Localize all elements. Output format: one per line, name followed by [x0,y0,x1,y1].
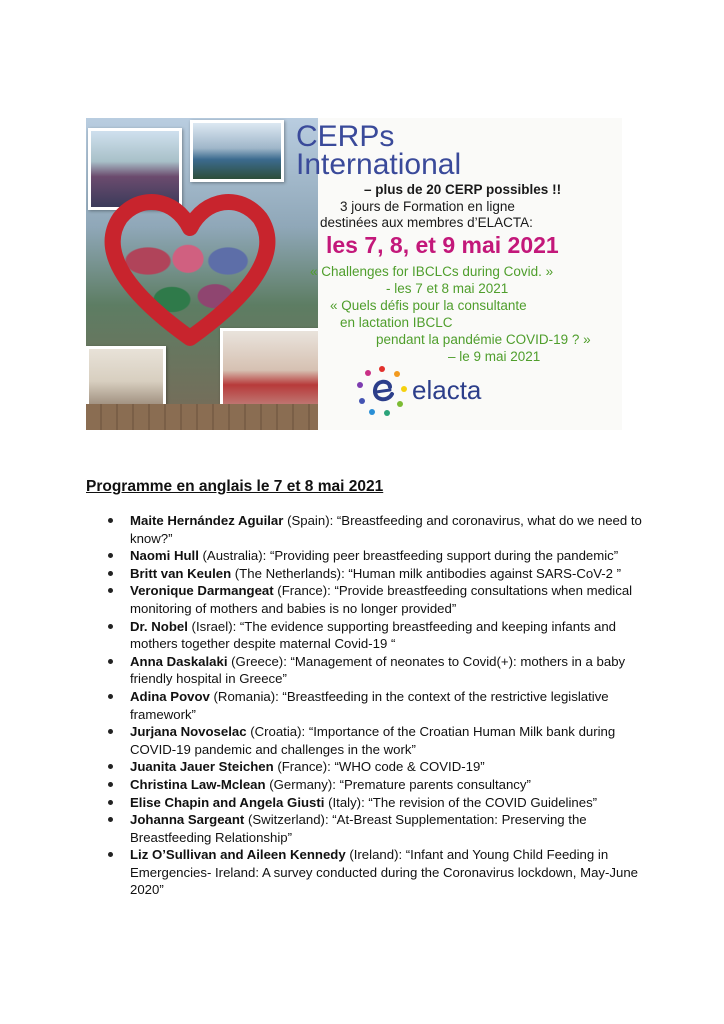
bullet-icon [108,729,113,734]
programme-item [108,618,648,653]
banner-text [296,118,622,430]
bullet-icon [108,571,113,576]
bullet-icon [108,694,113,699]
banner-challenges-fr-date: – le 9 mai 2021 [448,349,541,364]
banner-cerp-line: – plus de 20 CERP possibles !! [364,182,562,197]
bullet-icon [108,817,113,822]
speaker-name: Naomi Hull [130,548,199,564]
programme-item [108,547,648,565]
programme-item [108,776,648,794]
bullet-icon [108,800,113,805]
programme-heading: Programme en anglais le 7 et 8 mai 2021 [86,478,384,495]
bullet-icon [108,518,113,523]
banner-challenges-en: « Challenges for IBCLCs during Covid. » [310,264,554,279]
programme-item [108,565,648,583]
bullet-icon [108,624,113,629]
talk-details: (Israel): “The evidence supporting breastfeeding and keeping infants and mothers together despite maternal Covid-19 “ [130,618,617,652]
speaker-name: Britt van Keulen [130,565,232,581]
programme-item [108,811,648,846]
programme-item [108,582,648,617]
talk-details: (Spain): “Breastfeeding and coronavirus, what do we need to know?” [130,513,642,546]
talk-details: (Romania): “Breastfeeding in the context of the restrictive legislative framework” [130,688,609,722]
programme-item [108,723,648,758]
speaker-name: Johanna Sargeant [130,812,245,828]
talk-details: (France): “WHO code & COVID-19” [273,759,485,775]
talk-details: (Italy): “The revision of the COVID Guidelines” [324,794,598,810]
programme-item [108,794,648,812]
talk-details: (Germany): “Premature parents consultancy” [265,776,531,792]
bullet-icon [108,782,113,787]
banner-challenges-fr-1: « Quels défis pour la consultante [330,298,527,313]
talk-details: (Croatia): “Importance of the Croatian Human Milk bank during COVID-19 pandemic and challenges in the work” [130,724,616,757]
bullet-icon [108,588,113,593]
banner-formation-line: 3 jours de Formation en ligne [340,199,515,214]
event-banner [86,118,622,430]
programme-list [108,512,648,899]
banner-members-line: destinées aux membres d’ELACTA: [320,215,533,230]
banner-dates: les 7, 8, et 9 mai 2021 [326,232,559,258]
speaker-name: Adina Povov [130,688,210,704]
speaker-name: Christina Law-Mclean [130,776,266,792]
speaker-name: Dr. Nobel [130,618,188,634]
speaker-name: Jurjana Novoselac [130,724,247,740]
talk-details: (Switzerland): “At-Breast Supplementation: Preserving the Breastfeeding Relationship” [130,812,587,845]
speaker-name: Elise Chapin and Angela Giusti [130,794,325,810]
banner-title-line1: CERPs [296,120,395,153]
photo-collage [86,118,318,430]
bullet-icon [108,764,113,769]
lake-photo [190,120,284,182]
bullet-icon [108,553,113,558]
speaker-name: Liz O’Sullivan and Aileen Kennedy [130,847,346,863]
speaker-name: Maite Hernández Aguilar [130,513,284,528]
banner-title-line2: International [296,148,462,181]
elacta-logo-text: elacta [412,375,482,405]
talk-details: (Australia): “Providing peer breastfeeding support during the pandemic” [198,548,619,564]
speaker-name: Anna Daskalaki [130,653,228,669]
bullet-icon [108,659,113,664]
speaker-name: Juanita Jauer Steichen [130,759,274,775]
bullet-icon [108,852,113,857]
programme-item [108,688,648,723]
banner-challenges-en-dates: - les 7 et 8 mai 2021 [386,281,509,296]
talk-details: (France): “Provide breastfeeding consultations when medical monitoring of mothers and babies is no longer provided” [130,583,633,616]
talk-details: (Greece): “Management of neonates to Covid(+): mothers in a baby friendly hospital in Greece” [130,653,626,687]
programme-item [108,846,648,899]
programme-item [108,512,648,547]
heart-frame-icon [100,188,280,348]
programme-item [108,653,648,688]
elacta-logo-icon [354,363,410,419]
elacta-logo [354,363,514,419]
talk-details: (The Netherlands): “Human milk antibodies against SARS-CoV-2 ” [231,565,622,581]
banner-challenges-fr-3: pendant la pandémie COVID-19 ? » [376,332,591,347]
banner-challenges-fr-2: en lactation IBCLC [340,315,453,330]
speaker-name: Veronique Darmangeat [130,583,274,599]
talk-details: (Ireland): “Infant and Young Child Feeding in Emergencies- Ireland: A survey conducted during the Coronavirus lockdown, May-June 2020” [130,847,638,898]
wooden-deck [86,404,318,430]
programme-item [108,758,648,776]
